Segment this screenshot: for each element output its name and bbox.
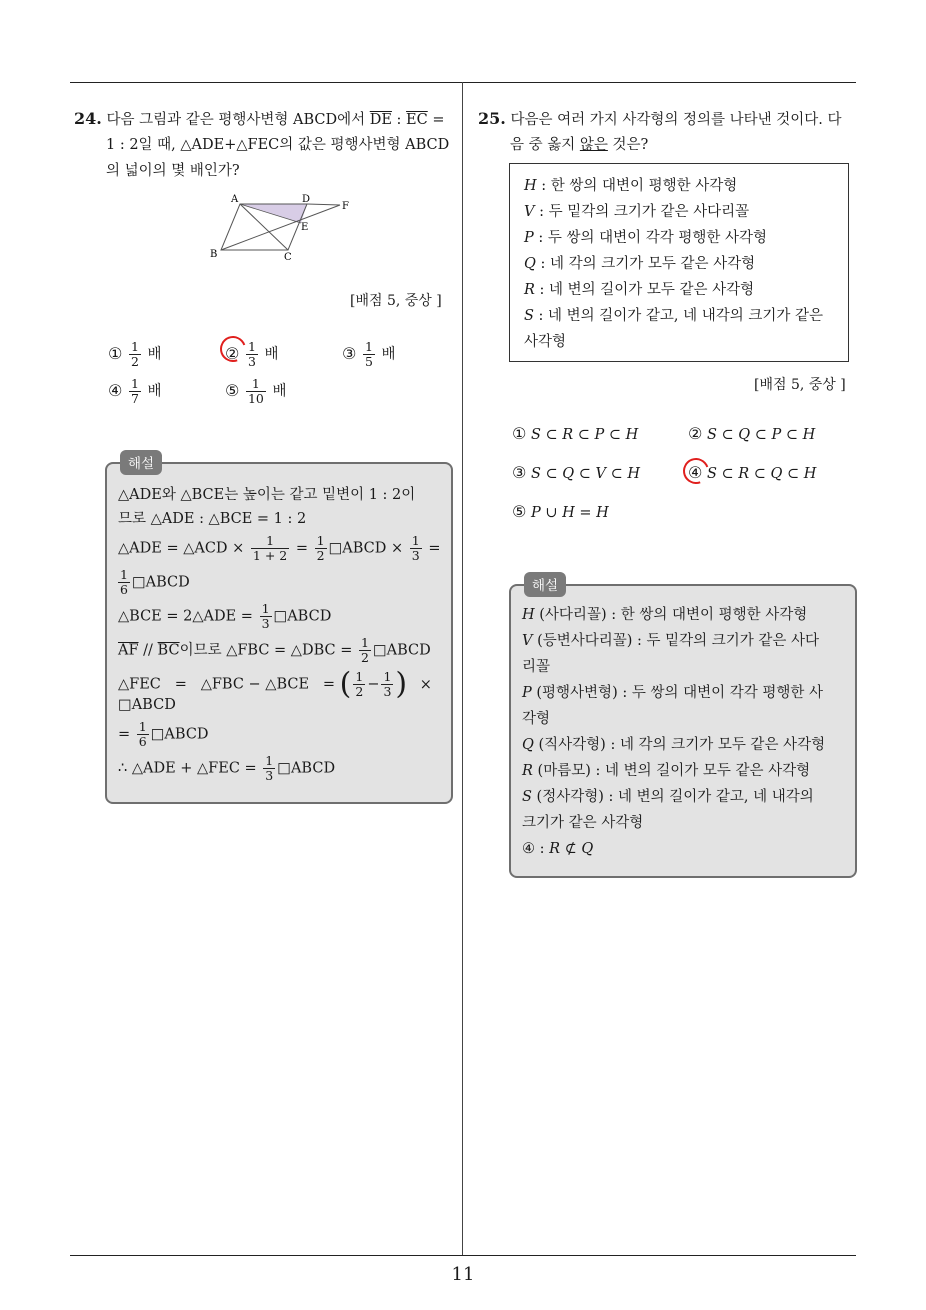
label-f: F — [342, 201, 349, 212]
def-v: V : 두 밑각의 크기가 같은 사다리꼴 — [524, 204, 750, 220]
q25-sol-line9: 크기가 같은 사각형 — [522, 815, 644, 831]
segment-df — [307, 204, 340, 205]
q24-score: [배점 5, 중상 ] — [350, 293, 442, 309]
q25-choice-1[interactable]: ① S ⊂ R ⊂ P ⊂ H — [512, 424, 639, 443]
q24-solution-tag: 해설 — [120, 450, 162, 475]
q25-sol-line3: 리꼴 — [522, 659, 551, 675]
def-s-tail: 사각형 — [524, 334, 567, 350]
q24-sol-line3: △ADE = △ACD × $\frac{1}{1 + 2}$ = $\frac{1}{2}$ □ABCD × $\frac{1}{3}$ = — [118, 533, 441, 563]
def-s: S : 네 변의 길이가 같고, 네 내각의 크기가 같은 — [524, 308, 824, 324]
q25-choice-2[interactable]: ② S ⊂ Q ⊂ P ⊂ H — [688, 424, 816, 443]
segment-de: $\overline{DE}$ — [369, 112, 392, 128]
q24-sol-line10: ∴ △ADE + △FEC = $\frac{1}{3}$ □ABCD — [118, 753, 336, 783]
q25-line1: 25. 다음은 여러 가지 사각형의 정의를 나타낸 것이다. 다 — [478, 109, 842, 128]
q24-choice-3[interactable]: ③ $\frac{1}{5}$ 배 — [342, 339, 396, 369]
q24-sol-line8: □ABCD — [118, 697, 176, 713]
q25-sol-line4: P (평행사변형) : 두 쌍의 대변이 각각 평행한 사 — [522, 685, 823, 701]
q24-choice-5[interactable]: ⑤ $\frac{1}{10}$ 배 — [225, 376, 287, 406]
q25-sol-line5: 각형 — [522, 711, 551, 727]
q25-choice-5[interactable]: ⑤ P ∪ H = H — [512, 502, 609, 521]
column-divider — [462, 82, 463, 1255]
q24-line2: 1 : 2일 때, △ADE+△FEC의 값은 평행사변형 ABCD — [106, 137, 450, 153]
q25-solution-tag: 해설 — [524, 572, 566, 597]
parallelogram-figure — [200, 192, 360, 264]
def-r: R : 네 변의 길이가 모두 같은 사각형 — [524, 282, 755, 298]
q24-sol-line2: 므로 △ADE : △BCE = 1 : 2 — [118, 511, 307, 527]
q25-sol-line8: S (정사각형) : 네 변의 길이가 같고, 네 내각의 — [522, 789, 814, 805]
definition-box — [509, 163, 849, 362]
q25-choice-3[interactable]: ③ S ⊂ Q ⊂ V ⊂ H — [512, 463, 640, 482]
q24-sol-line5: △BCE = 2△ADE = $\frac{1}{3}$ □ABCD — [118, 601, 332, 631]
label-b: B — [210, 249, 218, 260]
q24-choice-1[interactable]: ① $\frac{1}{2}$ 배 — [108, 339, 162, 369]
q24-sol-line4: $\frac{1}{6}$ □ABCD — [120, 567, 190, 597]
q24-sol-line9: = $\frac{1}{6}$ □ABCD — [118, 719, 209, 749]
label-d: D — [302, 194, 311, 205]
def-h: H : 한 쌍의 대변이 평행한 사각형 — [524, 178, 738, 194]
top-rule — [70, 82, 856, 83]
q24-choice-4[interactable]: ④ $\frac{1}{7}$ 배 — [108, 376, 162, 406]
q25-sol-line1: H (사다리꼴) : 한 쌍의 대변이 평행한 사각형 — [522, 607, 808, 623]
q24-choice-2[interactable]: ② $\frac{1}{3}$ 배 — [225, 339, 279, 369]
def-p: P : 두 쌍의 대변이 각각 평행한 사각형 — [524, 230, 768, 246]
q24-line3: 의 넓이의 몇 배인가? — [106, 163, 240, 179]
q24-number: 24. — [74, 109, 102, 128]
label-a: A — [231, 194, 239, 205]
label-e: E — [301, 222, 309, 233]
underlined-word: 않은 — [579, 137, 608, 153]
q24-sol-line7: △FEC = △FBC − △BCE = ( $\frac{1}{2}$ − $\frac{1}{3}$ ) × — [118, 666, 432, 702]
q25-number: 25. — [478, 109, 506, 128]
segment-ec: $\overline{EC}$ — [406, 112, 428, 128]
label-c: C — [284, 252, 292, 263]
bottom-rule — [70, 1255, 856, 1256]
q25-sol-line7: R (마름모) : 네 변의 길이가 모두 같은 사각형 — [522, 763, 811, 779]
q24-line1: 24. 다음 그림과 같은 평행사변형 ABCD에서 $\overline{DE}$ : $\overline{EC}$ = — [74, 109, 445, 128]
def-q: Q : 네 각의 크기가 모두 같은 사각형 — [524, 256, 756, 272]
q25-choice-4[interactable]: ④ S ⊂ R ⊂ Q ⊂ H — [688, 463, 817, 482]
q25-sol-line6: Q (직사각형) : 네 각의 크기가 모두 같은 사각형 — [522, 737, 826, 753]
q25-score: [배점 5, 중상 ] — [754, 377, 846, 393]
page-number: 11 — [451, 1264, 475, 1285]
q24-sol-line1: △ADE와 △BCE는 높이는 같고 밑변이 1 : 2이 — [118, 487, 416, 503]
q25-line2: 음 중 옳지 않은 것은? — [510, 137, 649, 153]
q25-sol-line10: ④ : R ⊄ Q — [522, 841, 594, 857]
q25-sol-line2: V (등변사다리꼴) : 두 밑각의 크기가 같은 사다 — [522, 633, 820, 649]
q24-sol-line6: $\overline{AF} // \overline{BC}$이므로 △FBC = △DBC = $\frac{1}{2}$ □ABCD — [118, 635, 431, 665]
